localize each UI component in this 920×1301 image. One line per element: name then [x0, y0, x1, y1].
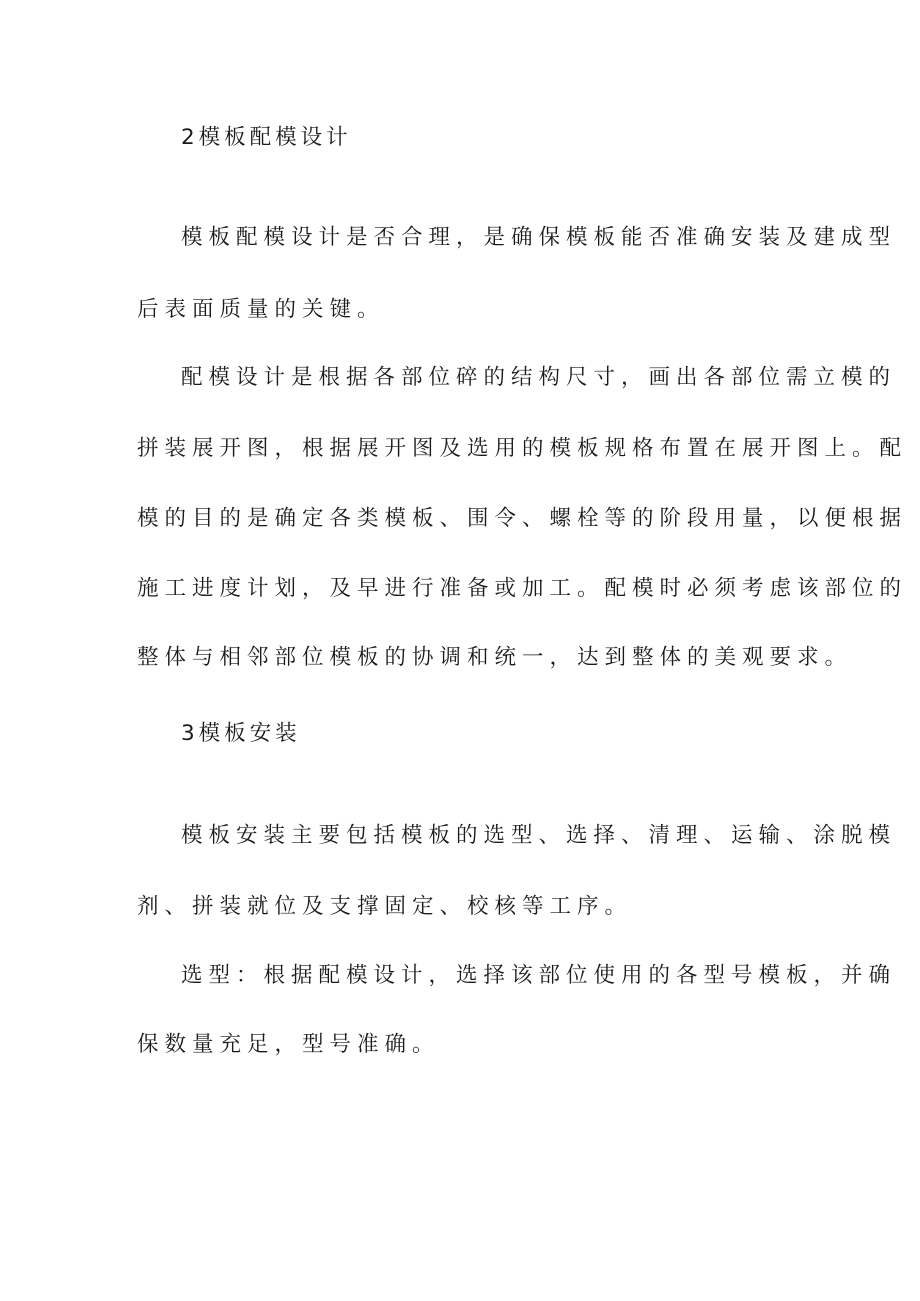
paragraph-line: 整体与相邻部位模板的协调和统一，达到整体的美观要求。: [137, 645, 853, 670]
paragraph-line: 模板安装主要包括模板的选型、选择、清理、运输、涂脱模: [181, 823, 897, 848]
paragraph-line: 拼装展开图，根据展开图及选用的模板规格布置在展开图上。配: [137, 436, 908, 461]
section-2-heading: 2模板配模设计: [181, 125, 352, 150]
paragraph-line: 模的目的是确定各类模板、围令、螺栓等的阶段用量，以便根据: [137, 506, 908, 531]
paragraph-line: 选型：根据配模设计，选择该部位使用的各型号模板，并确: [181, 963, 897, 988]
paragraph-line: 配模设计是根据各部位碎的结构尺寸，画出各部位需立模的: [181, 365, 897, 390]
section-3-heading: 3模板安装: [181, 721, 301, 746]
paragraph-line: 剂、拼装就位及支撑固定、校核等工序。: [137, 894, 633, 919]
paragraph-line: 施工进度计划，及早进行准备或加工。配模时必须考虑该部位的: [137, 576, 908, 601]
paragraph-line: 模板配模设计是否合理，是确保模板能否准确安装及建成型: [181, 225, 897, 250]
paragraph-line: 保数量充足，型号准确。: [137, 1032, 440, 1057]
paragraph-line: 后表面质量的关键。: [137, 297, 385, 322]
